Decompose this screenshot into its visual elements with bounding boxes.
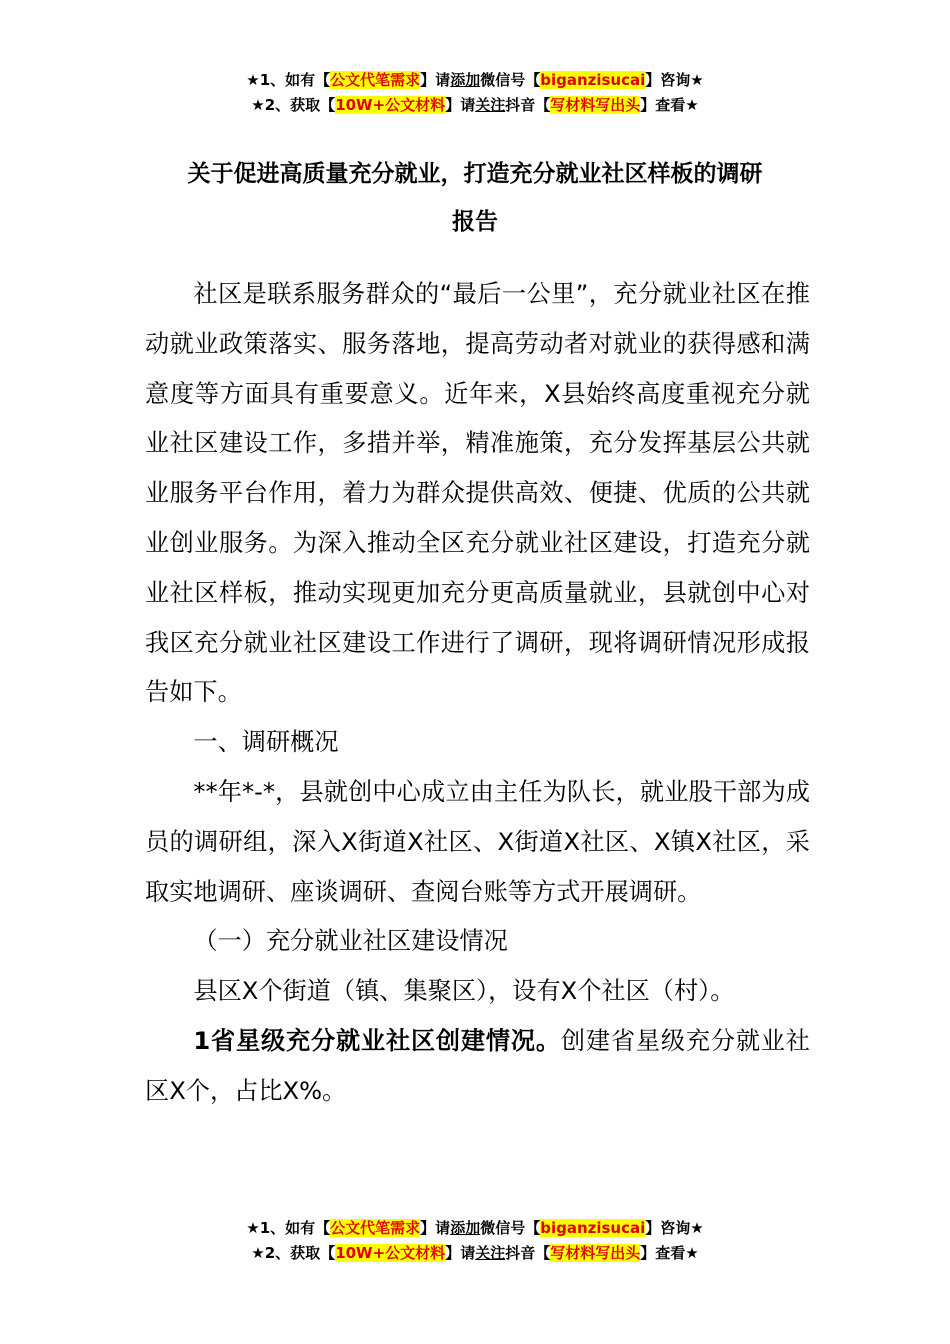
promo-text: ★1、如有【 — [246, 1219, 331, 1237]
promo-text: 】查看★ — [640, 1244, 699, 1262]
promo-banner-bottom — [0, 1216, 950, 1266]
promo-text: 】请 — [445, 1244, 476, 1262]
promo-highlight: 公文代笔需求 — [330, 1219, 421, 1237]
promo-line-1 — [0, 68, 950, 93]
promo-highlight: 写材料写出头 — [550, 1244, 641, 1262]
paragraph: 县区X个街道（镇、集聚区），设有X个社区（村）。 — [193, 977, 735, 1006]
promo-text: 】查看★ — [640, 96, 699, 114]
promo-highlight: biganzisucai — [540, 1219, 646, 1237]
title-line: 关于促进高质量充分就业，打造充分就业社区样板的调研 — [187, 161, 763, 187]
promo-text: 】咨询★ — [645, 1219, 704, 1237]
promo-text: 】请 — [420, 1219, 451, 1237]
bold-lead: 1省星级充分就业社区创建情况。 — [193, 1026, 561, 1055]
promo-highlight: 公文代笔需求 — [330, 71, 421, 89]
promo-underlined: 关注 — [475, 96, 506, 114]
promo-text: 】请 — [420, 71, 451, 89]
promo-text: 微信号【 — [480, 1219, 541, 1237]
document-body — [145, 270, 810, 1117]
subsection-heading: （一）充分就业社区建设情况 — [193, 927, 508, 956]
promo-text: ★2、获取【 — [251, 1244, 336, 1262]
paragraph: **年*-*，县就创中心成立由主任为队长，就业股干部为成员的调研组，深入X街道X社区、X街道X社区、X镇X社区，采取实地调研、座谈调研、查阅台账等方式开展调研。 — [145, 777, 810, 906]
promo-highlight: biganzisucai — [540, 71, 646, 89]
promo-text: ★2、获取【 — [251, 96, 336, 114]
promo-highlight: 10W+公文材料 — [335, 96, 446, 114]
promo-underlined: 添加 — [450, 1219, 481, 1237]
promo-highlight: 写材料写出头 — [550, 96, 641, 114]
promo-underlined: 关注 — [475, 1244, 506, 1262]
paragraph-text: 创建省星级充分就业社区X个，占比X%。 — [145, 1026, 810, 1105]
paragraph — [145, 1017, 810, 1117]
document-title — [120, 150, 830, 246]
promo-line-1 — [0, 1216, 950, 1241]
promo-line-2 — [0, 93, 950, 118]
title-line: 报告 — [452, 209, 498, 235]
promo-text: 】咨询★ — [645, 71, 704, 89]
promo-underlined: 添加 — [450, 71, 481, 89]
section-heading: 一、调研概况 — [193, 728, 339, 757]
promo-text: 微信号【 — [480, 71, 541, 89]
promo-text: ★1、如有【 — [246, 71, 331, 89]
promo-line-2 — [0, 1241, 950, 1266]
promo-highlight: 10W+公文材料 — [335, 1244, 446, 1262]
promo-text: 】请 — [445, 96, 476, 114]
promo-text: 抖音【 — [505, 1244, 551, 1262]
promo-banner-top — [0, 68, 950, 118]
promo-text: 抖音【 — [505, 96, 551, 114]
paragraph: 社区是联系服务群众的“最后一公里”，充分就业社区在推动就业政策落实、服务落地，提高劳动者对就业的获得感和满意度等方面具有重要意义。近年来，X县始终高度重视充分就业社区建设工作，多措并举，精准施策，充分发挥基层公共就业服务平台作用，着力为群众提供高效、便捷、优质的公共就业创业服务。为深入推动全区充分就业社区建设，打造充分就业社区样板，推动实现更加充分更高质量就业，县就创中心对我区充分就业社区建设工作进行了调研，现将调研情况形成报告如下。 — [145, 280, 810, 707]
